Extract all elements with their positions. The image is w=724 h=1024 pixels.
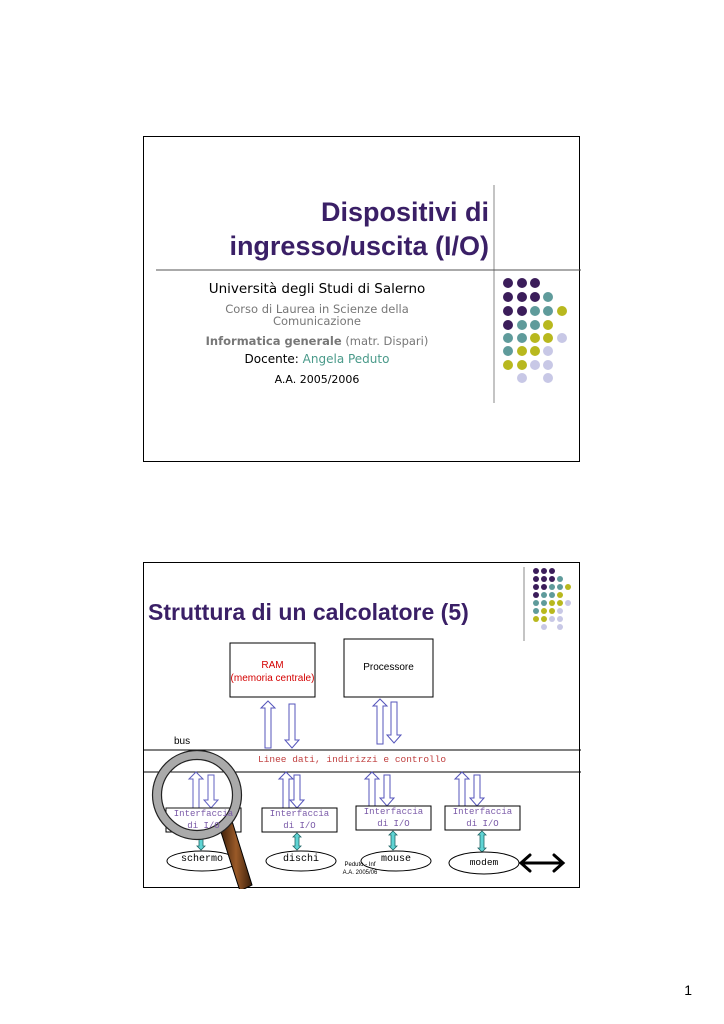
dot <box>503 333 513 343</box>
dot <box>533 576 539 582</box>
course-name <box>144 303 490 327</box>
dot <box>541 584 547 590</box>
interface-label-4 <box>445 806 520 830</box>
device-label-screen: schermo <box>180 854 223 865</box>
processor-label: Processore <box>363 662 414 673</box>
dot <box>530 320 540 330</box>
dot <box>543 292 553 302</box>
if4-up-arrow <box>455 772 469 806</box>
footer-line-2: A.A. 2005/06 <box>342 870 378 876</box>
dot <box>517 373 527 383</box>
dot <box>549 592 555 598</box>
ram-line-2: (memoria centrale) <box>230 673 315 684</box>
dot <box>549 568 555 574</box>
teacher-name: Angela Peduto <box>302 352 390 366</box>
dot <box>530 278 540 288</box>
dot <box>533 592 539 598</box>
dot <box>503 306 513 316</box>
ram-down-arrow <box>285 704 299 748</box>
dot-grid-large <box>503 278 567 383</box>
dot <box>503 320 513 330</box>
if3-down-arrow <box>380 775 394 806</box>
modem-double-arrow <box>521 855 563 871</box>
dot <box>565 600 571 606</box>
interface-3-line-2: di I/O <box>377 819 410 829</box>
dot <box>549 608 555 614</box>
device-label-mouse: mouse <box>380 854 411 865</box>
page-number: 1 <box>684 982 692 998</box>
if4-down-arrow <box>470 775 484 806</box>
dot <box>565 584 571 590</box>
dot <box>533 584 539 590</box>
teal-arrow-2 <box>293 833 301 850</box>
slide-footer <box>330 861 390 877</box>
interface-1-line-1: Interfaccia <box>173 809 234 819</box>
slide1-title <box>229 195 489 263</box>
dot <box>503 292 513 302</box>
dot <box>541 600 547 606</box>
dot <box>557 584 563 590</box>
dot <box>533 616 539 622</box>
dot <box>517 306 527 316</box>
dot <box>557 624 563 630</box>
if3-up-arrow <box>365 772 379 806</box>
dot <box>533 608 539 614</box>
ram-label <box>230 659 315 685</box>
if2-up-arrow <box>279 772 293 808</box>
dot-grid-small <box>533 568 571 630</box>
teacher-line <box>144 352 490 366</box>
teal-arrow-4 <box>478 831 486 852</box>
dot <box>557 616 563 622</box>
dot <box>530 333 540 343</box>
if2-down-arrow <box>290 775 304 808</box>
dot <box>557 600 563 606</box>
title-line-1: Dispositivi di <box>320 197 489 227</box>
teacher-label: Docente: <box>244 352 299 366</box>
dot <box>503 346 513 356</box>
dot <box>549 584 555 590</box>
dot <box>517 292 527 302</box>
dot <box>517 278 527 288</box>
dot <box>530 292 540 302</box>
interface-2-line-2: di I/O <box>283 821 316 831</box>
subject-name: Informatica generale <box>205 334 342 348</box>
course-line-2: Comunicazione <box>272 314 362 328</box>
dot <box>541 592 547 598</box>
ram-line-1: RAM <box>261 660 284 671</box>
dot <box>503 278 513 288</box>
dot <box>543 346 553 356</box>
interface-1-line-2: di I/O <box>187 821 220 831</box>
dot <box>543 360 553 370</box>
dot <box>543 373 553 383</box>
interface-3-line-1: Interfaccia <box>363 807 424 817</box>
dot <box>557 608 563 614</box>
dot <box>541 608 547 614</box>
device-label-disks: dischi <box>282 854 319 865</box>
university-name: Università degli Studi di Salerno <box>208 281 426 297</box>
academic-year: A.A. 2005/2006 <box>274 373 360 386</box>
title-line-2: ingresso/uscita (I/O) <box>229 231 489 261</box>
dot <box>543 333 553 343</box>
dot <box>517 320 527 330</box>
computer-structure-slide <box>143 562 580 888</box>
teal-arrow-3 <box>389 831 397 850</box>
proc-down-arrow <box>387 702 401 743</box>
bus-label: bus <box>174 736 191 747</box>
slide2-title: Struttura di un calcolatore (5) <box>148 599 469 625</box>
dot <box>541 576 547 582</box>
dot <box>557 576 563 582</box>
dot <box>517 333 527 343</box>
footer-line-1: Peduto - Inf <box>344 862 376 868</box>
proc-up-arrow <box>373 699 387 744</box>
dot <box>557 592 563 598</box>
ram-up-arrow <box>261 701 275 748</box>
dot <box>557 306 567 316</box>
dot <box>533 600 539 606</box>
dot <box>541 616 547 622</box>
device-label-modem: modem <box>469 857 499 868</box>
dot <box>530 346 540 356</box>
dot <box>543 306 553 316</box>
dot <box>530 360 540 370</box>
dot <box>533 568 539 574</box>
dot <box>541 568 547 574</box>
dot <box>541 624 547 630</box>
bus-lines-label: Linee dati, indirizzi e controllo <box>258 754 447 765</box>
slide1-decoration <box>144 137 581 463</box>
title-slide <box>143 136 580 462</box>
dot <box>549 576 555 582</box>
dot <box>517 346 527 356</box>
interface-2-line-1: Interfaccia <box>269 809 330 819</box>
dot <box>549 600 555 606</box>
interface-label-1 <box>166 808 241 832</box>
dot <box>543 320 553 330</box>
interface-label-3 <box>356 806 431 830</box>
interface-4-line-2: di I/O <box>466 819 499 829</box>
dot <box>517 360 527 370</box>
upper-arrows <box>261 699 401 748</box>
course-line-1: Corso di Laurea in Scienze della <box>225 302 409 316</box>
interface-4-line-1: Interfaccia <box>452 807 513 817</box>
subject-line <box>144 334 490 348</box>
dot <box>503 360 513 370</box>
subject-note: (matr. Dispari) <box>345 334 429 348</box>
dot <box>557 333 567 343</box>
interface-label-2 <box>262 808 337 832</box>
dot <box>549 616 555 622</box>
dot <box>530 306 540 316</box>
